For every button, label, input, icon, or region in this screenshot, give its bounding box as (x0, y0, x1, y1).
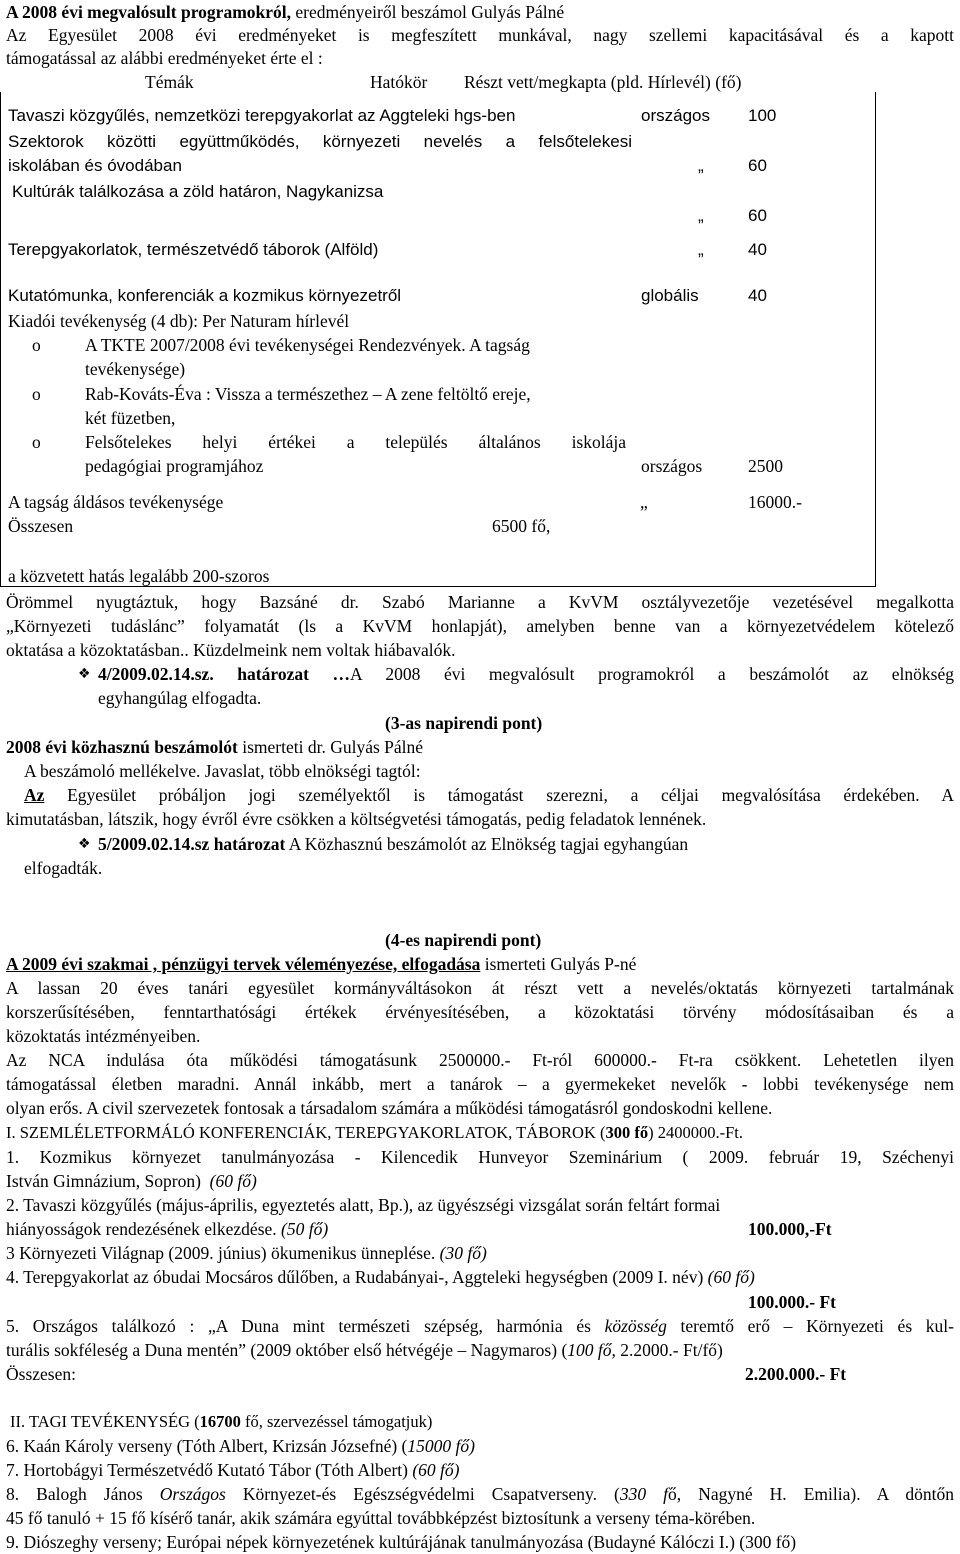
membership-scope: „ (640, 492, 648, 512)
plan-item: 3 Környezeti Világnap (2009. június) ökumenikus ünneplése. (30 fő) (6, 1243, 487, 1263)
table-row-count: 100 (748, 106, 777, 125)
paragraph-line: Az NCA indulása óta működési támogatásunk 2500000.- Ft-ról 600000.- Ft-ra csökkent. Lehetetlen ilyen (6, 1050, 954, 1070)
table-row-topic: Szektorok közötti együttműködés, környezeti nevelés a felsőtelekesi (8, 132, 632, 151)
table-row-topic: Tavaszi közgyűlés, nemzetközi terepgyakorlat az Aggteleki hgs-ben (8, 106, 516, 125)
total-label: Összesen (8, 516, 74, 536)
publication-item: két füzetben, (85, 408, 176, 428)
table-row-topic: Terepgyakorlatok, természetvédő táborok (Alföld) (8, 240, 379, 259)
table-row-count: 60 (748, 206, 767, 225)
table-row-count: 40 (748, 240, 767, 259)
paragraph-line: közoktatás intézményeiben. (6, 1026, 201, 1046)
intro-line: támogatással az alábbi eredményeket érte el : (6, 48, 323, 68)
publishing-count: 2500 (748, 456, 783, 476)
table-row-count: 40 (748, 286, 767, 305)
paragraph-line: korszerűsítésében, fenntarthatósági értékek érvényesítésében, a közoktatási törvény módosításaiban és a (6, 1002, 954, 1022)
table-row-scope: országos (641, 106, 710, 125)
table-row-scope: „ (698, 156, 704, 175)
plan-item: 45 fő tanuló + 15 fő kísérő tanár, akik számára egyúttal továbbképzést biztosítunk a verseny téma-körében. (6, 1508, 756, 1528)
column-header-scope: Hatókör (370, 72, 428, 92)
plan-amount: 100.000,-Ft (748, 1219, 832, 1239)
table-row-scope: globális (641, 286, 699, 305)
column-header-topics: Témák (145, 72, 194, 92)
plan-item: 2. Tavaszi közgyűlés (május-április, egyeztetés alatt, Bp.), az ügyészségi vizsgálat során feltárt formai (6, 1195, 721, 1215)
table-row-scope: „ (698, 240, 704, 259)
plan-item: István Gimnázium, Sopron) (60 fő) (6, 1171, 257, 1191)
table-row-topic: iskolában és óvodában (8, 156, 182, 175)
section-heading: II. TAGI TEVÉKENYSÉG (16700 fő, szervezéssel támogatjuk) (10, 1412, 433, 1431)
total-amount: 2.200.000.- Ft (745, 1364, 847, 1384)
plan-item: 7. Hortobágyi Természetvédő Kutató Tábor (Tóth Albert) (60 fő) (6, 1460, 460, 1480)
publication-item: A TKTE 2007/2008 évi tevékenységei Rendezvények. A tagság (85, 335, 530, 355)
paragraph-line: kimutatásban, látszik, hogy évről évre csökken a költségvetési támogatás, pedig feladatok lennének. (6, 809, 707, 829)
publication-item: pedagógiai programjához (85, 456, 264, 476)
intro-line: Az Egyesület 2008 évi eredményeket is megfeszített munkával, nagy szellemi kapacitásával és a kapott (6, 25, 954, 45)
table-row-topic: Kutatómunka, konferenciák a kozmikus környezetről (8, 286, 402, 305)
paragraph-line: Az Egyesület próbáljon jogi személyektől is támogatást szerezni, a céljai megvalósítása érdekében. A (24, 785, 954, 805)
table-row-scope: „ (698, 206, 704, 225)
table-row-count: 60 (748, 156, 767, 175)
paragraph-line: „Környezeti tudáslánc” folyamatát (ls a KvVM honlapját), amelyben benne van a környezetvédelem kötelező (6, 616, 954, 636)
plan-item: 8. Balogh János Országos Környezet-és Egészségvédelmi Csapatverseny. (330 fő, Nagyné H. Emilia). A döntőn (6, 1484, 954, 1504)
plan-item: 1. Kozmikus környezet tanulmányozása - Kilencedik Hunveyor Szeminárium ( 2009. február 19, Széchenyi (6, 1147, 954, 1167)
membership-count: 16000.- (748, 492, 802, 512)
paragraph-line: oktatása a közoktatásban.. Küzdelmeink nem voltak hiábavalók. (6, 640, 456, 660)
plan-item: turális sokféleség a Duna mentén” (2009 október első hétvégéje – Nagymaros) (100 fő, 2.2000.- Ft/fő) (6, 1340, 723, 1360)
plan-item: 6. Kaán Károly verseny (Tóth Albert, Krizsán Józsefné) (15000 fő) (6, 1436, 475, 1456)
total-value: 6500 fő, (492, 516, 551, 536)
paragraph-line: A lassan 20 éves tanári egyesület kormányváltásokon át részt vett a nevelés/oktatás környezeti tartalmának (6, 978, 954, 998)
agenda-item-title: A 2009 évi szakmai , pénzügyi tervek véleményezése, elfogadása ismerteti Gulyás P-né (6, 954, 637, 974)
resolution-line: egyhangúlag elfogadta. (98, 688, 262, 708)
paragraph-line: olyan erős. A civil szervezetek fontosak a társadalom számára a működési támogatásról gondoskodni kellene. (6, 1098, 773, 1118)
bullet: o (32, 335, 41, 355)
paragraph-line: A beszámoló mellékelve. Javaslat, több elnökségi tagtól: (24, 761, 421, 781)
paragraph-line: Örömmel nyugtáztuk, hogy Bazsáné dr. Szabó Marianne a KvVM osztályvezetője vezetésével megalkotta (6, 592, 954, 612)
agenda-item-title: 2008 évi közhasznú beszámolót ismerteti dr. Gulyás Pálné (6, 737, 424, 757)
resolution-line: 5/2009.02.14.sz határozat A Közhasznú beszámolót az Elnökség tagjai egyhangúan (98, 834, 689, 854)
plan-item: hiányosságok rendezésének elkezdése. (50 fő) (6, 1219, 329, 1239)
plan-item: 4. Terepgyakorlat az óbudai Mocsáros dűlőben, a Rudabányai-, Aggteleki hegységben (2009 I. név) (60 fő) (6, 1267, 755, 1287)
publication-item: Felsőtelekes helyi értékei a település általános iskolája (85, 432, 626, 452)
resolution-line: 4/2009.02.14.sz. határozat …A 2008 évi megvalósult programokról a beszámolót az elnökség (98, 664, 954, 684)
agenda-item-heading: (3-as napirendi pont) (385, 713, 543, 733)
diamond-bullet-icon: ❖ (78, 836, 91, 852)
resolution-line: elfogadták. (24, 858, 103, 878)
publication-item: tevékenysége) (85, 359, 186, 379)
publication-item: Rab-Kováts-Éva : Vissza a természethez – A zene feltöltő ereje, (85, 384, 531, 404)
table-row-topic: Kultúrák találkozása a zöld határon, Nagykanizsa (12, 182, 384, 201)
plan-item: 9. Diószeghy verseny; Európai népek környezetének kultúrájának tanulmányozása (Budayné Kálóczi I.) (300 fő) (6, 1532, 797, 1552)
bullet: o (32, 384, 41, 404)
column-header-participants: Részt vett/megkapta (pld. Hírlevél) (fő) (464, 72, 742, 92)
intro-title: A 2008 évi megvalósult programokról, eredményeiről beszámol Gulyás Pálné (6, 2, 565, 22)
diamond-bullet-icon: ❖ (78, 666, 91, 682)
agenda-item-heading: (4-es napirendi pont) (385, 930, 542, 950)
plan-item: 5. Országos találkozó : „A Duna mint természeti szépség, harmónia és közösség teremtő erő – Környezeti és kul- (6, 1316, 955, 1336)
plan-amount: 100.000.- Ft (748, 1292, 836, 1312)
bullet: o (32, 432, 41, 452)
publishing-heading: Kiadói tevékenység (4 db): Per Naturam hírlevél (8, 311, 350, 331)
total-label: Összesen: (6, 1364, 76, 1384)
paragraph-line: támogatással életben maradni. Annál inkább, mert a tanárok – a gyermekeket nevelők - lobbi tevékenysége nem (6, 1074, 954, 1094)
publishing-scope: országos (641, 456, 703, 476)
section-heading: I. SZEMLÉLETFORMÁLÓ KONFERENCIÁK, TEREPGYAKORLATOK, TÁBOROK (300 fő) 2400000.-Ft. (6, 1123, 744, 1142)
membership-label: A tagság áldásos tevékenysége (8, 492, 224, 512)
impact-note: a közvetett hatás legalább 200-szoros (8, 566, 270, 586)
